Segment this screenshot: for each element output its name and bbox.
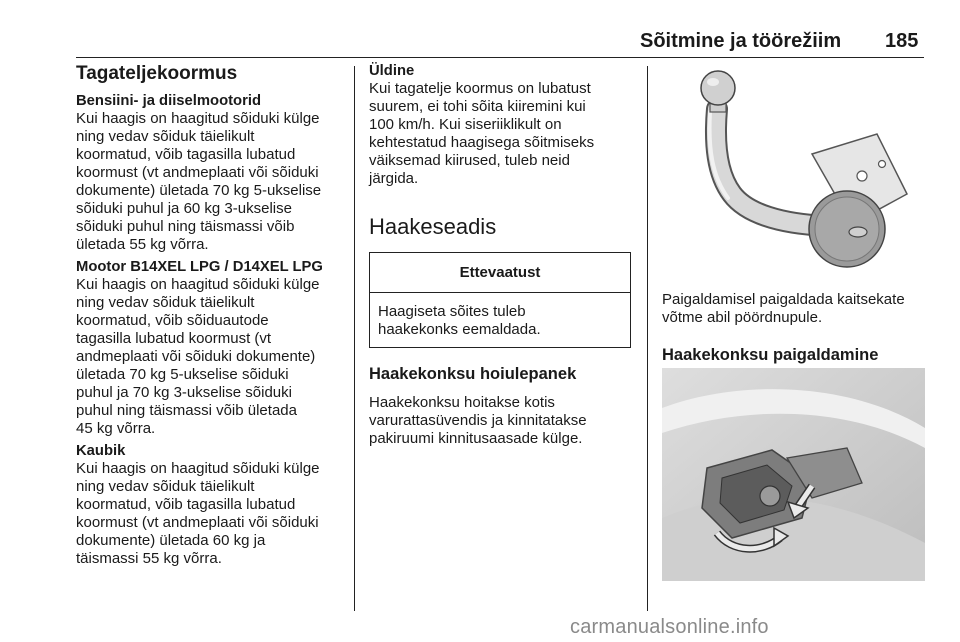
subheading-kaubik: Kaubik <box>76 443 126 459</box>
column-divider-2 <box>647 66 648 611</box>
subheading-uldine: Üldine <box>369 63 415 79</box>
subheading-bensiini: Bensiini- ja diiselmootorid <box>76 93 261 109</box>
paragraph-bensiini: Kui haagis on haagitud sõiduki külge ning vedav sõiduk täielikult koormatud, võib tagasilla lubatud koormust (vt andmeplaati või sõiduki dokumente) ületada 70 kg 5-ukselise sõiduki puhul ja 60 kg 3-ukselise sõiduki puhul ning täismassi võib ületada 55 kg võrra. <box>76 110 322 253</box>
tow-hook-illustration <box>662 64 925 276</box>
caution-box <box>369 252 631 348</box>
installation-illustration <box>662 368 925 581</box>
caution-title: Ettevaatust <box>370 253 630 293</box>
watermark: carmanualsonline.info <box>570 616 769 638</box>
paragraph-hoiulepanek: Haakekonksu hoitakse kotis varurattasüvendis ja kinnitatakse pakiruumi kinnitusaasade külge. <box>369 394 587 447</box>
subheading-lpg: Mootor B14XEL LPG / D14XEL LPG <box>76 259 323 275</box>
column-3 <box>662 291 927 365</box>
page-title: Sõitmine ja töörežiim <box>640 30 842 52</box>
column-1 <box>76 62 346 572</box>
paragraph-uldine: Kui tagatelje koormus on lubatust suurem, ei tohi sõita kiiremini kui 100 km/h. Kui siseriiklikult on kehtestatud haagisega sõitmiseks väiksemad kiirused, tuleb neid järgida. <box>369 80 595 187</box>
subheading-paigaldamine: Haakekonksu paigaldamine <box>662 346 879 364</box>
figure-caption: Paigaldamisel paigaldada kaitsekate võtme abil pöördnupule. <box>662 291 905 326</box>
column-divider-1 <box>354 66 355 611</box>
column-2 <box>369 62 634 452</box>
header-rule <box>76 57 924 58</box>
page-number: 185 <box>885 30 919 52</box>
section-title-haakeseadis: Haakeseadis <box>369 214 497 239</box>
section-title-tagateljekoormus: Tagateljekoormus <box>76 63 238 84</box>
tow-hook-icon <box>662 64 925 276</box>
paragraph-lpg: Kui haagis on haagitud sõiduki külge ning vedav sõiduk täielikult koormatud, võib sõiduautode tagasilla lubatud koormust (vt andmeplaati või sõiduki dokumente) ületada 70 kg 5-ukselise sõiduki puhul ja 70 kg 3-ukselise sõiduki puhul ning täismassi võib ületada 45 kg võrra. <box>76 276 320 437</box>
installation-icon <box>662 368 925 581</box>
paragraph-kaubik: Kui haagis on haagitud sõiduki külge ning vedav sõiduk täielikult koormatud, võib tagasilla lubatud koormust (vt andmeplaati või sõiduki dokumente) ületada 60 kg ja täismassi 55 kg võrra. <box>76 460 320 567</box>
subheading-hoiulepanek: Haakekonksu hoiulepanek <box>369 365 577 383</box>
caution-text: Haagiseta sõites tuleb haakekonks eemaldada. <box>378 303 541 338</box>
